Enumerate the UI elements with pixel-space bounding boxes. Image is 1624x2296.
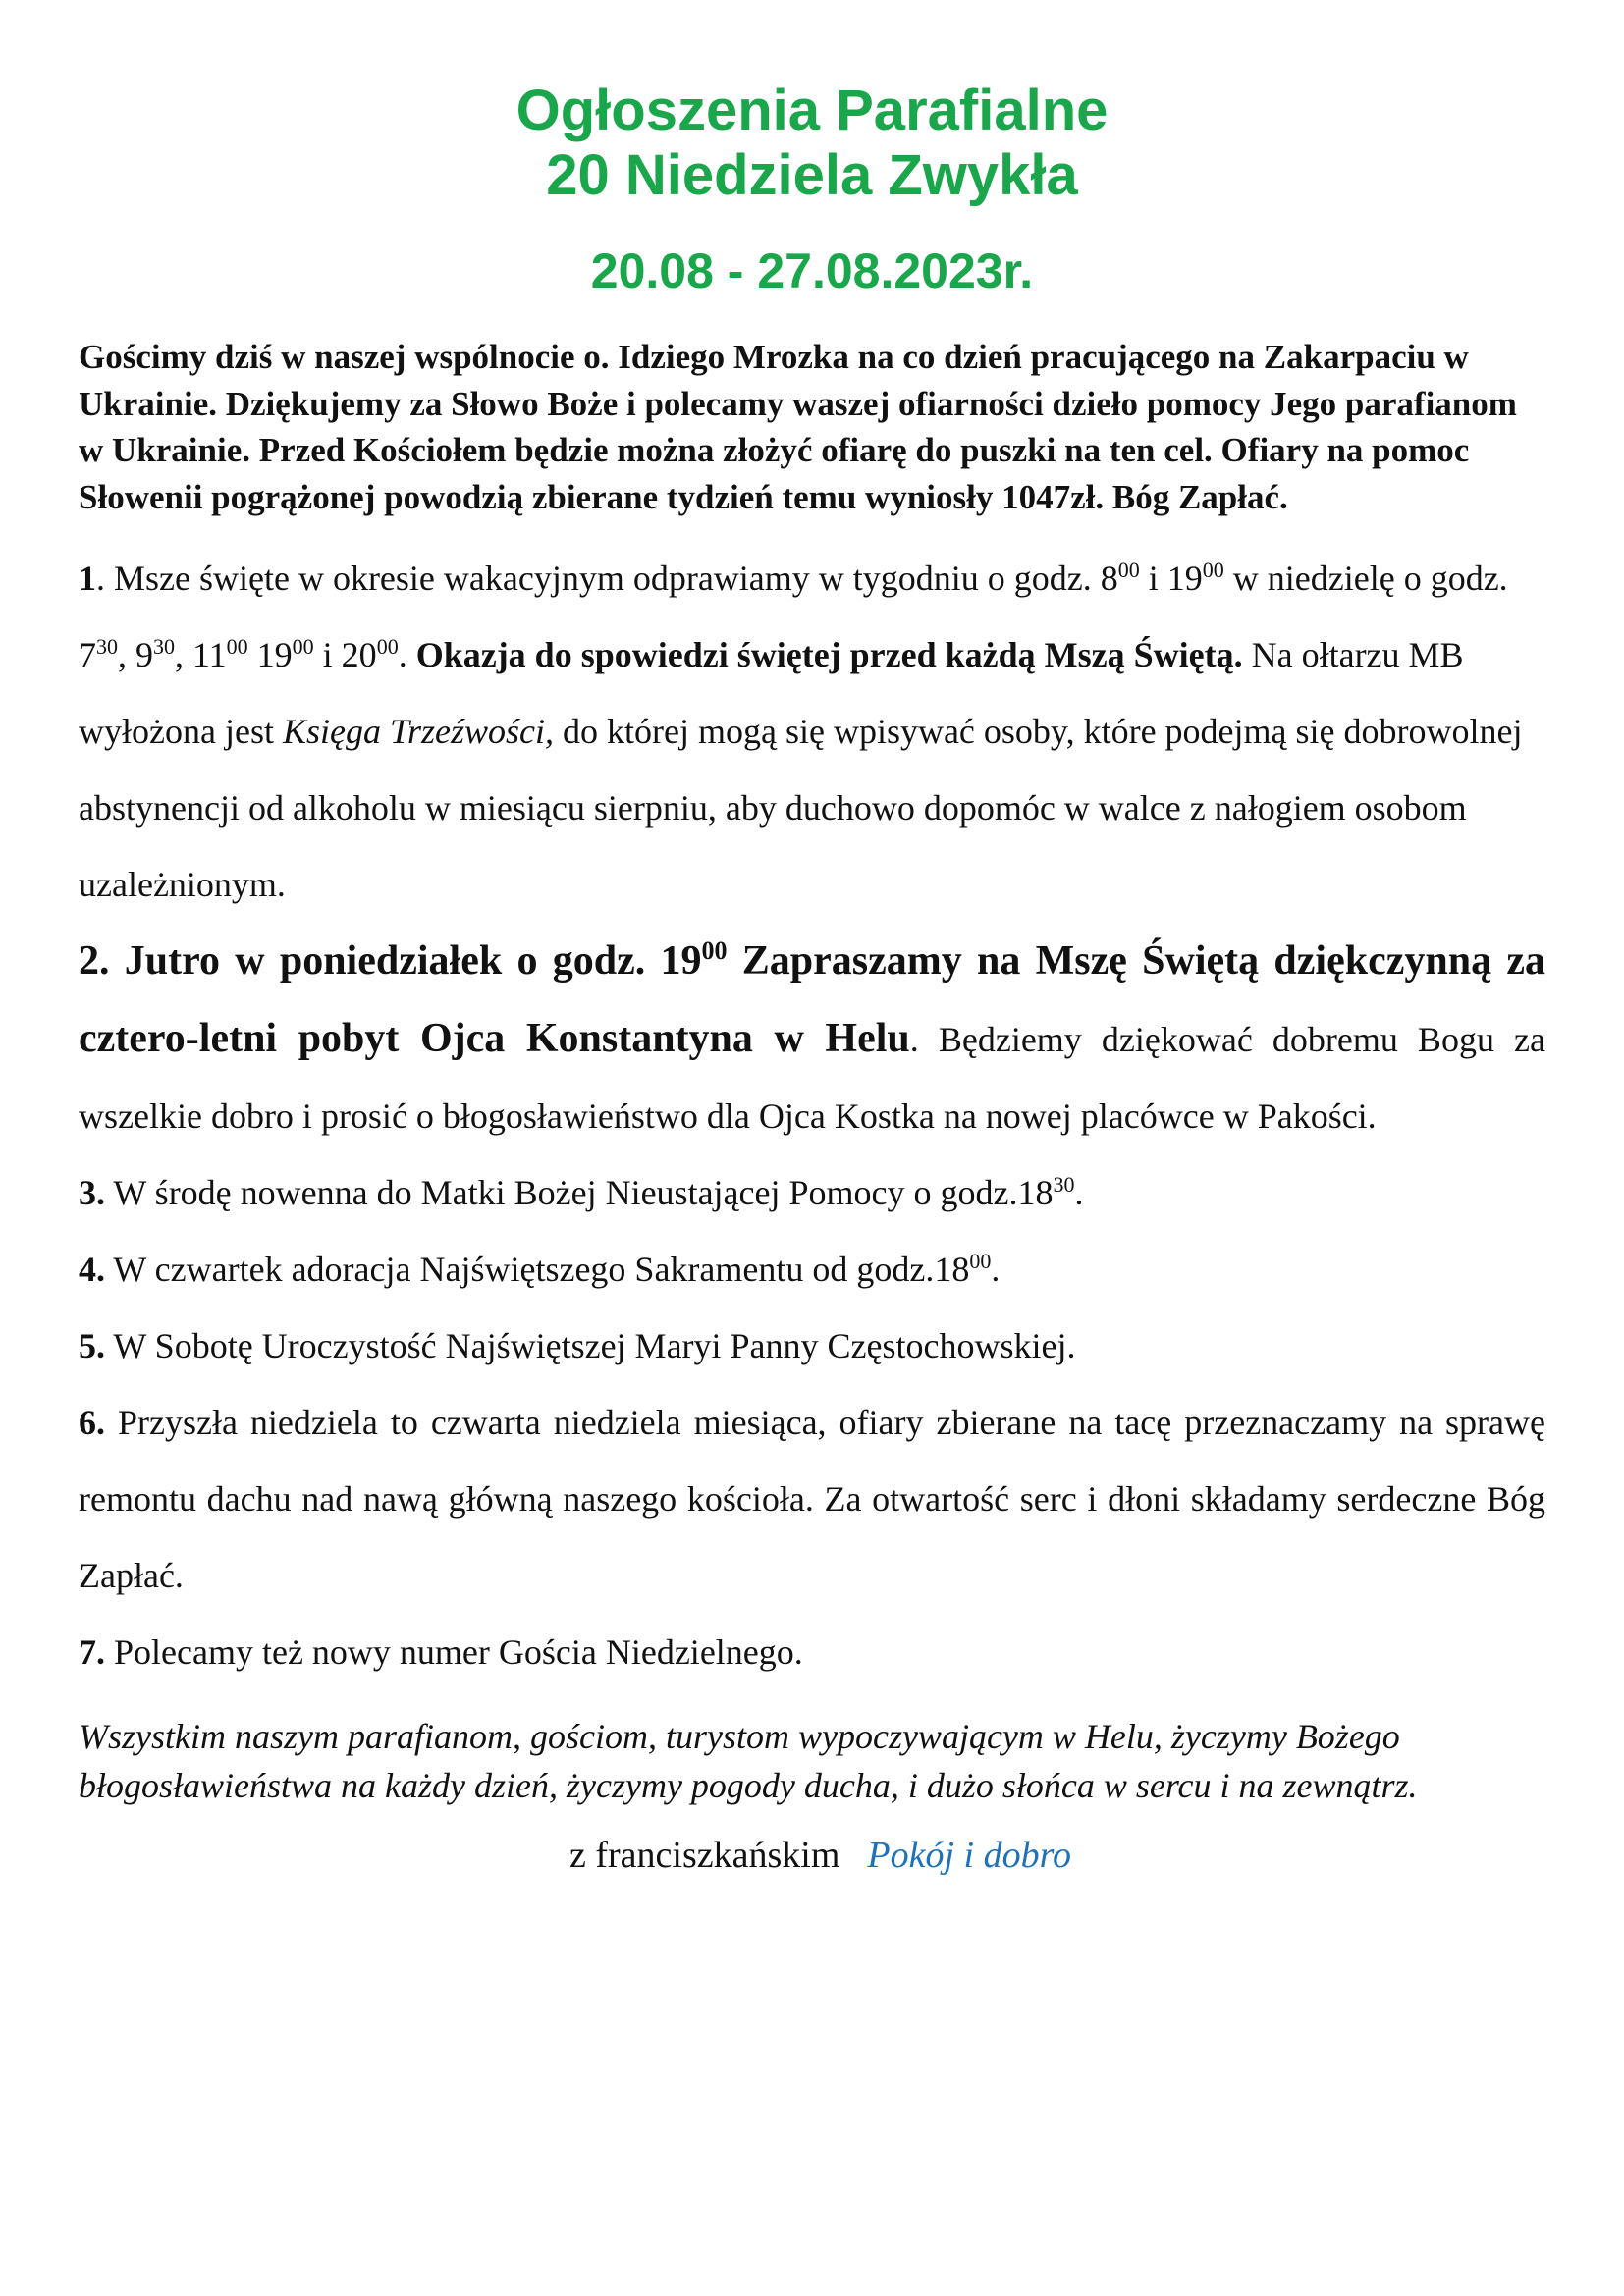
intro-paragraph: Gościmy dziś w naszej wspólnocie o. Idziego Mrozka na co dzień pracującego na Zakarpaciu w Ukrainie. Dziękujemy za Słowo Boże i polecamy waszej ofiarności dzieło pomocy Jego parafianom w Ukrainie. Przed Kościołem będzie można złożyć ofiarę do puszki na ten cel. Ofiary na pomoc Słowenii pogrążonej powodzią zbierane tydzień temu wyniosły 1047zł. Bóg Zapłać. bbox=[79, 338, 1517, 516]
announcement-item-4: 4. W czwartek adoracja Najświętszego Sakramentu od $godz.18^{00}$. bbox=[79, 1249, 1001, 1289]
sobriety-book-title: Księga Trzeźwości, bbox=[282, 712, 554, 751]
confession-note: Okazja do spowiedzi świętej przed każdą Mszą Świętą. bbox=[415, 635, 1243, 674]
item-number: 6. bbox=[79, 1403, 105, 1442]
thanksgiving-mass-note: 2. Jutro w poniedziałek o godz. $19^{00}$ Zapraszamy na Mszę Świętą dziękczynną za cztero-letni pobyt Ojca Konstantyna w Helu bbox=[79, 936, 1545, 1061]
item-number: 5. bbox=[79, 1326, 105, 1365]
announcement-item-1: 1. Msze święte w okresie wakacyjnym odprawiamy w tygodniu o godz. $8^{00}$ i $19^{00}$ w niedzielę o godz. $7^{30}$, $9^{30}$, $11^{00}$ $19^{00}$ i $20^{00}$. Okazja do spowiedzi świętej przed każdą Mszą Świętą. Na ołtarzu MB wyłożona jest Księga Trzeźwości, do której mogą się wpisywać osoby, które podejmą się dobrowolnej abstynencji od alkoholu w miesiącu sierpniu, aby duchowo dopomóc w walce z nałogiem osobom uzależnionym. bbox=[79, 558, 1523, 904]
announcement-item-7: 7. Polecamy też nowy numer Gościa Niedzielnego. bbox=[79, 1632, 803, 1672]
closing-wishes: Wszystkim naszym parafianom, gościom, turystom wypoczywającym w Helu, życzymy Bożego błogosławieństwa na każdy dzień, życzymy pogody ducha, i dużo słońca w sercu i na zewnątrz. bbox=[79, 1717, 1418, 1805]
announcement-list bbox=[79, 540, 1545, 1690]
announcement-item-2: 2. Jutro w poniedziałek o godz. $19^{00}$ Zapraszamy na Mszę Świętą dziękczynną za cztero-letni pobyt Ojca Konstantyna w Helu. Będziemy dziękować dobremu Bogu za wszelkie dobro i prosić o błogosławieństwo dla Ojca Kostka na nowej placówce w Pakości. bbox=[79, 936, 1545, 1136]
item-number: 1 bbox=[79, 559, 96, 598]
page-subtitle: 20 Niedziela Zwykła bbox=[546, 143, 1078, 207]
page-title: Ogłoszenia Parafialne bbox=[515, 79, 1109, 142]
announcement-item-3: 3. W środę nowenna do Matki Bożej Nieustającej Pomocy o $godz.18^{30}$. bbox=[79, 1172, 1084, 1212]
announcement-item-5: 5. W Sobotę Uroczystość Najświętszej Maryi Panny Częstochowskiej. bbox=[79, 1326, 1076, 1365]
item-number: 3. bbox=[79, 1173, 105, 1212]
signoff-text: z franciszkańskim bbox=[569, 1835, 840, 1876]
signoff bbox=[79, 1828, 1545, 1883]
item-number: 4. bbox=[79, 1250, 105, 1289]
signoff-motto: Pokój i dobro bbox=[867, 1835, 1071, 1876]
date-range: 20.08 - 27.08.2023r. bbox=[590, 243, 1034, 298]
item-number: 7. bbox=[79, 1632, 105, 1672]
announcement-item-6: 6. Przyszła niedziela to czwarta niedziela miesiąca, ofiary zbierane na tacę przeznaczamy na sprawę remontu dachu nad nawą główną naszego kościoła. Za otwartość serc i dłoni składamy serdeczne Bóg Zapłać. bbox=[79, 1403, 1545, 1595]
